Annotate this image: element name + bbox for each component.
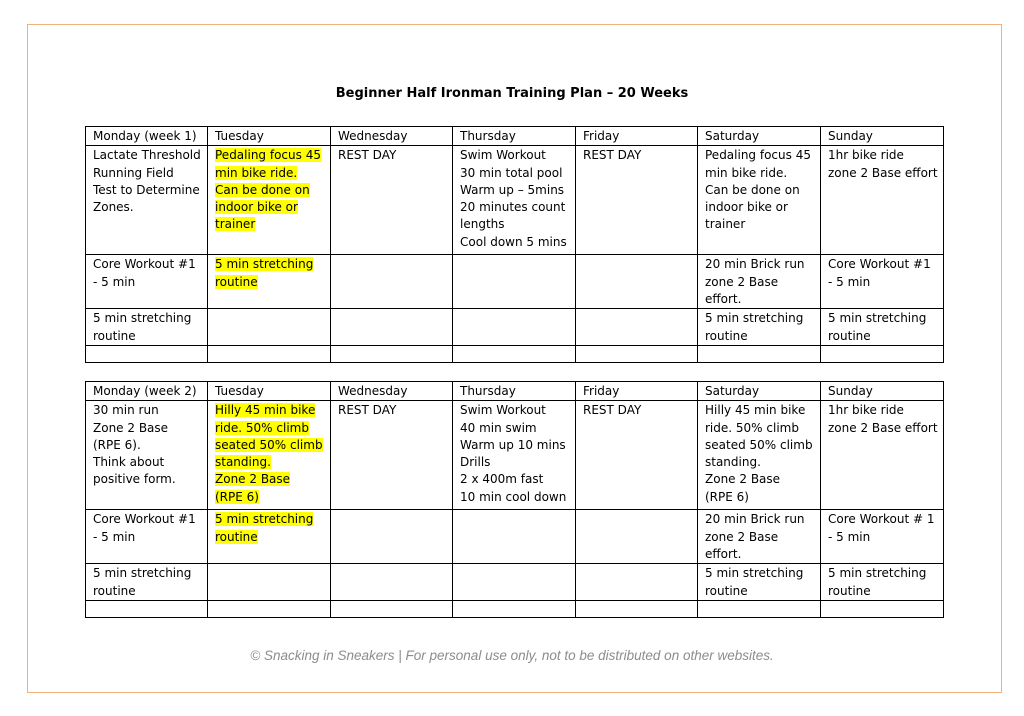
table-row xyxy=(86,309,944,346)
cell-monday: 5 min stretching routine xyxy=(86,309,208,346)
cell-saturday xyxy=(698,345,821,362)
header-cell-sunday: Sunday xyxy=(821,127,944,146)
cell-saturday: Pedaling focus 45 min bike ride. Can be done on indoor bike or trainer xyxy=(698,146,821,255)
cell-tuesday xyxy=(208,510,331,564)
cell-monday xyxy=(86,600,208,617)
table-row xyxy=(86,401,944,510)
cell-wednesday xyxy=(331,309,453,346)
cell-sunday xyxy=(821,600,944,617)
cell-tuesday xyxy=(208,255,331,309)
cell-tuesday xyxy=(208,345,331,362)
table-header-row xyxy=(86,382,944,401)
cell-sunday: 1hr bike ride zone 2 Base effort xyxy=(821,146,944,255)
copyright-footer: © Snacking in Sneakers | For personal use only, not to be distributed on other websites. xyxy=(250,648,774,663)
header-cell-sunday: Sunday xyxy=(821,382,944,401)
cell-thursday xyxy=(453,309,576,346)
cell-friday xyxy=(576,564,698,601)
highlighted-text: 5 min stretching routine xyxy=(215,512,314,544)
cell-monday: Core Workout #1 - 5 min xyxy=(86,255,208,309)
table-row-blank xyxy=(86,600,944,617)
cell-monday: Core Workout #1 - 5 min xyxy=(86,510,208,564)
table-header-row xyxy=(86,127,944,146)
header-cell-monday: Monday (week 1) xyxy=(86,127,208,146)
header-cell-thursday: Thursday xyxy=(453,127,576,146)
cell-tuesday xyxy=(208,600,331,617)
cell-friday xyxy=(576,510,698,564)
cell-wednesday xyxy=(331,600,453,617)
header-cell-monday: Monday (week 2) xyxy=(86,382,208,401)
cell-monday: 30 min run Zone 2 Base (RPE 6). Think about positive form. xyxy=(86,401,208,510)
cell-wednesday: REST DAY xyxy=(331,401,453,510)
cell-saturday: 20 min Brick run zone 2 Base effort. xyxy=(698,255,821,309)
cell-thursday: Swim Workout 30 min total pool Warm up – 5mins 20 minutes count lengths Cool down 5 mins xyxy=(453,146,576,255)
week-1-table xyxy=(85,126,944,363)
header-cell-friday: Friday xyxy=(576,127,698,146)
cell-thursday xyxy=(453,564,576,601)
cell-friday xyxy=(576,309,698,346)
table-row xyxy=(86,564,944,601)
cell-wednesday xyxy=(331,510,453,564)
highlighted-text: Hilly 45 min bike ride. 50% climb seated 50% climb standing. Zone 2 Base (RPE 6) xyxy=(215,403,323,504)
cell-sunday: Core Workout # 1 - 5 min xyxy=(821,510,944,564)
cell-monday: Lactate Threshold Running Field Test to Determine Zones. xyxy=(86,146,208,255)
highlighted-text: Pedaling focus 45 min bike ride. Can be done on indoor bike or trainer xyxy=(215,148,321,232)
table-row-blank xyxy=(86,345,944,362)
week-2-table xyxy=(85,381,944,618)
cell-friday xyxy=(576,600,698,617)
header-cell-wednesday: Wednesday xyxy=(331,382,453,401)
cell-friday: REST DAY xyxy=(576,146,698,255)
cell-tuesday xyxy=(208,401,331,510)
cell-saturday xyxy=(698,600,821,617)
cell-wednesday xyxy=(331,345,453,362)
header-cell-saturday: Saturday xyxy=(698,382,821,401)
cell-monday xyxy=(86,345,208,362)
table-row xyxy=(86,255,944,309)
cell-wednesday: REST DAY xyxy=(331,146,453,255)
cell-saturday: 20 min Brick run zone 2 Base effort. xyxy=(698,510,821,564)
cell-friday: REST DAY xyxy=(576,401,698,510)
cell-sunday: 5 min stretching routine xyxy=(821,564,944,601)
cell-sunday xyxy=(821,345,944,362)
header-cell-wednesday: Wednesday xyxy=(331,127,453,146)
cell-thursday xyxy=(453,345,576,362)
cell-monday: 5 min stretching routine xyxy=(86,564,208,601)
cell-saturday: 5 min stretching routine xyxy=(698,309,821,346)
cell-sunday: 1hr bike ride zone 2 Base effort xyxy=(821,401,944,510)
table-row xyxy=(86,510,944,564)
header-cell-friday: Friday xyxy=(576,382,698,401)
cell-sunday: Core Workout #1 - 5 min xyxy=(821,255,944,309)
highlighted-text: 5 min stretching routine xyxy=(215,257,314,289)
header-cell-tuesday: Tuesday xyxy=(208,127,331,146)
cell-saturday: 5 min stretching routine xyxy=(698,564,821,601)
cell-thursday: Swim Workout 40 min swim Warm up 10 mins Drills 2 x 400m fast 10 min cool down xyxy=(453,401,576,510)
cell-saturday: Hilly 45 min bike ride. 50% climb seated 50% climb standing. Zone 2 Base (RPE 6) xyxy=(698,401,821,510)
cell-tuesday xyxy=(208,146,331,255)
table-row xyxy=(86,146,944,255)
header-cell-tuesday: Tuesday xyxy=(208,382,331,401)
cell-sunday: 5 min stretching routine xyxy=(821,309,944,346)
cell-friday xyxy=(576,255,698,309)
cell-thursday xyxy=(453,255,576,309)
document-title: Beginner Half Ironman Training Plan – 20 Weeks xyxy=(335,86,689,101)
header-cell-thursday: Thursday xyxy=(453,382,576,401)
cell-wednesday xyxy=(331,564,453,601)
cell-thursday xyxy=(453,510,576,564)
cell-tuesday xyxy=(208,309,331,346)
cell-friday xyxy=(576,345,698,362)
cell-tuesday xyxy=(208,564,331,601)
cell-wednesday xyxy=(331,255,453,309)
header-cell-saturday: Saturday xyxy=(698,127,821,146)
cell-thursday xyxy=(453,600,576,617)
